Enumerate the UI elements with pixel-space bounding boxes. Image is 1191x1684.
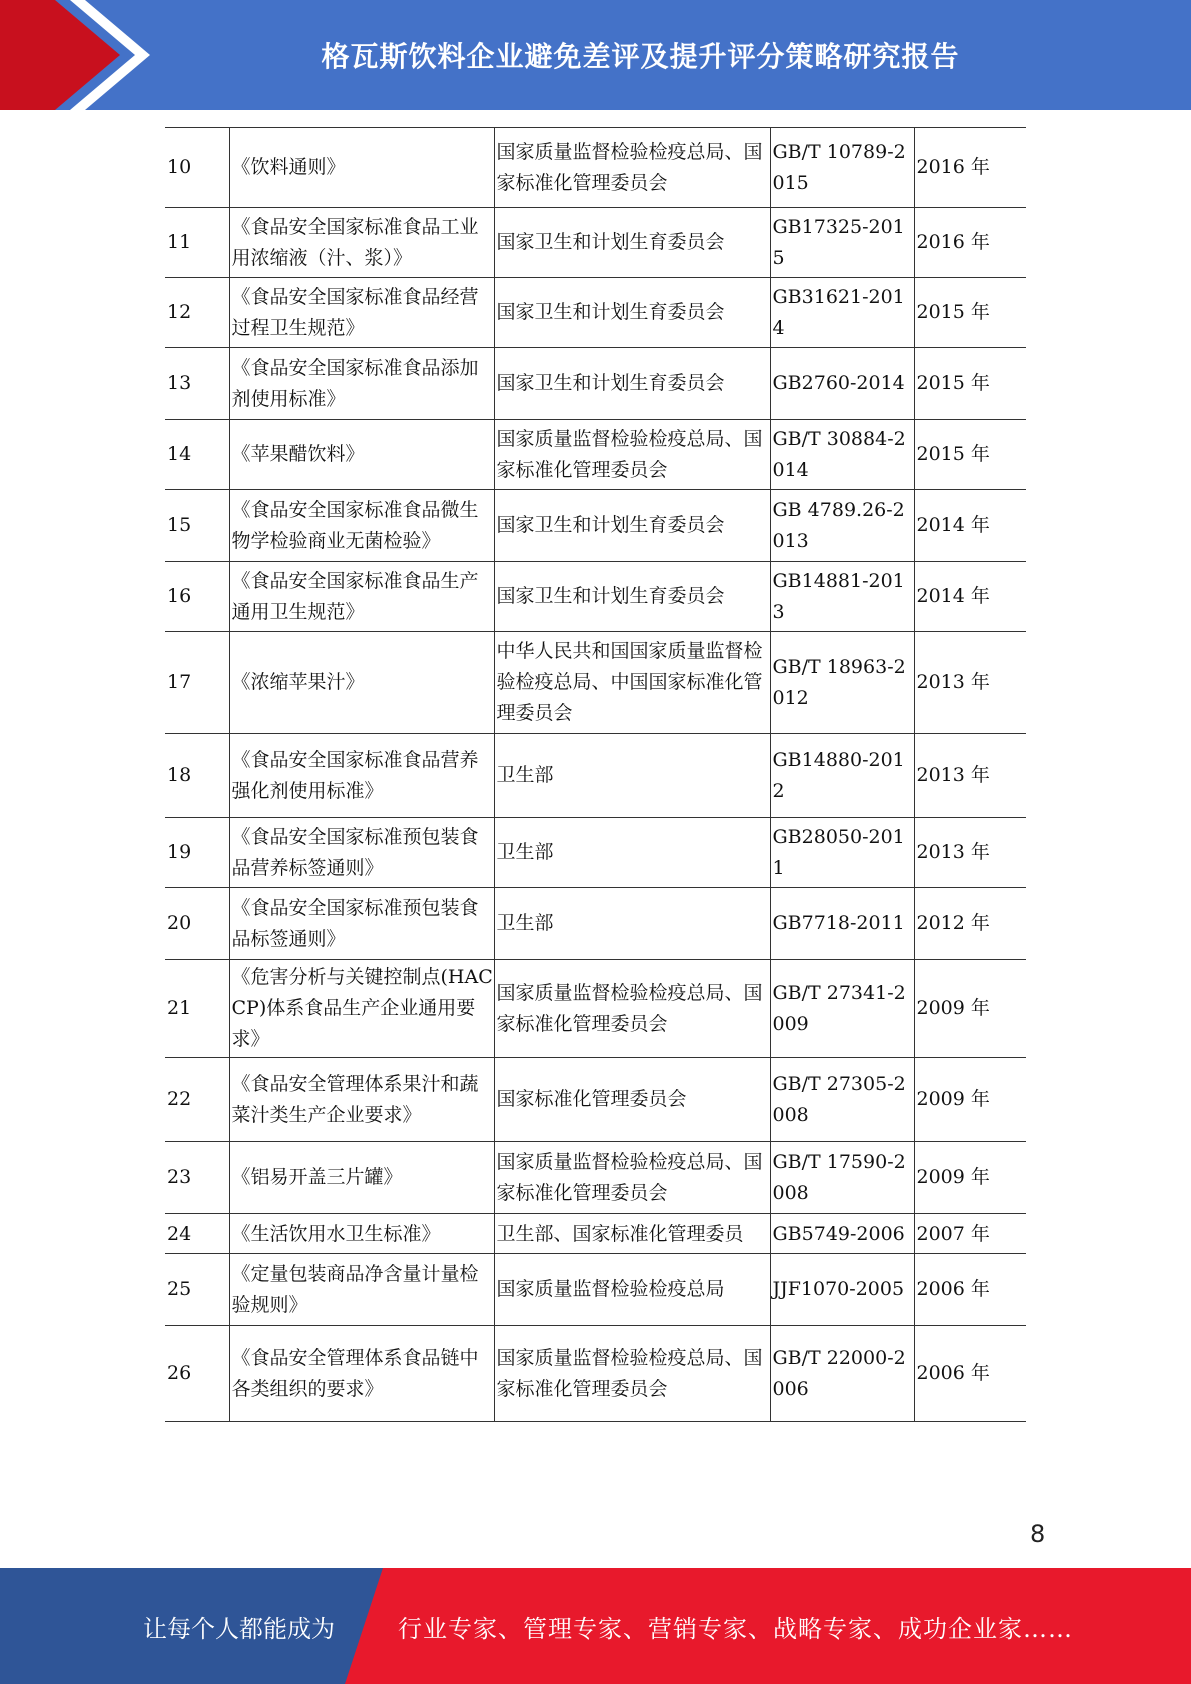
row-number: 23: [165, 1142, 229, 1214]
standard-name: 《食品安全国家标准食品营养强化剂使用标准》: [229, 734, 494, 818]
standard-code: GB/T 27341-2009: [770, 960, 914, 1058]
standard-name: 《食品安全国家标准食品添加剂使用标准》: [229, 348, 494, 420]
standard-name: 《铝易开盖三片罐》: [229, 1142, 494, 1214]
table-row: [165, 818, 1026, 888]
footer-slogan-right: 行业专家、管理专家、营销专家、战略专家、成功企业家……: [398, 1614, 1073, 1643]
standard-code: GB28050-2011: [770, 818, 914, 888]
effective-year: 2015 年: [914, 278, 1026, 348]
standard-name: 《苹果醋饮料》: [229, 420, 494, 490]
row-number: 17: [165, 632, 229, 734]
effective-year: 2007 年: [914, 1214, 1026, 1254]
effective-year: 2016 年: [914, 208, 1026, 278]
table-row: [165, 562, 1026, 632]
issuing-authority: 卫生部、国家标准化管理委员: [494, 1214, 770, 1254]
effective-year: 2015 年: [914, 420, 1026, 490]
row-number: 26: [165, 1326, 229, 1422]
standard-name: 《食品安全国家标准预包装食品营养标签通则》: [229, 818, 494, 888]
page-number: 8: [1030, 1520, 1046, 1548]
standard-name: 《生活饮用水卫生标准》: [229, 1214, 494, 1254]
issuing-authority: 国家卫生和计划生育委员会: [494, 208, 770, 278]
issuing-authority: 卫生部: [494, 734, 770, 818]
standard-name: 《食品安全国家标准食品工业用浓缩液（汁、浆）》: [229, 208, 494, 278]
effective-year: 2009 年: [914, 960, 1026, 1058]
footer-slogan-left: 让每个人都能成为: [143, 1614, 335, 1643]
table-row: [165, 888, 1026, 960]
issuing-authority: 国家卫生和计划生育委员会: [494, 278, 770, 348]
table-row: [165, 348, 1026, 420]
standard-code: GB14880-2012: [770, 734, 914, 818]
table-row: [165, 632, 1026, 734]
row-number: 24: [165, 1214, 229, 1254]
standard-code: GB/T 17590-2008: [770, 1142, 914, 1214]
standard-code: GB17325-2015: [770, 208, 914, 278]
table-row: [165, 490, 1026, 562]
standard-code: GB/T 27305-2008: [770, 1058, 914, 1142]
issuing-authority: 国家质量监督检验检疫总局、国家标准化管理委员会: [494, 420, 770, 490]
standard-name: 《食品安全管理体系果汁和蔬菜汁类生产企业要求》: [229, 1058, 494, 1142]
issuing-authority: 卫生部: [494, 888, 770, 960]
issuing-authority: 国家卫生和计划生育委员会: [494, 490, 770, 562]
page-footer: [0, 1568, 1191, 1684]
issuing-authority: 国家质量监督检验检疫总局、国家标准化管理委员会: [494, 1142, 770, 1214]
table-row: [165, 960, 1026, 1058]
table-row: [165, 1058, 1026, 1142]
row-number: 11: [165, 208, 229, 278]
table-row: [165, 208, 1026, 278]
effective-year: 2014 年: [914, 490, 1026, 562]
issuing-authority: 卫生部: [494, 818, 770, 888]
effective-year: 2015 年: [914, 348, 1026, 420]
standard-name: 《饮料通则》: [229, 128, 494, 208]
standard-code: GB5749-2006: [770, 1214, 914, 1254]
row-number: 18: [165, 734, 229, 818]
standard-name: 《食品安全管理体系食品链中各类组织的要求》: [229, 1326, 494, 1422]
standard-name: 《定量包装商品净含量计量检验规则》: [229, 1254, 494, 1326]
header-arrow-decoration: [0, 0, 150, 110]
issuing-authority: 国家质量监督检验检疫总局: [494, 1254, 770, 1326]
effective-year: 2013 年: [914, 632, 1026, 734]
table-row: [165, 278, 1026, 348]
standard-name: 《食品安全国家标准食品微生物学检验商业无菌检验》: [229, 490, 494, 562]
issuing-authority: 国家标准化管理委员会: [494, 1058, 770, 1142]
row-number: 19: [165, 818, 229, 888]
effective-year: 2009 年: [914, 1058, 1026, 1142]
effective-year: 2016 年: [914, 128, 1026, 208]
row-number: 22: [165, 1058, 229, 1142]
standard-name: 《危害分析与关键控制点(HACCP)体系食品生产企业通用要求》: [229, 960, 494, 1058]
row-number: 13: [165, 348, 229, 420]
effective-year: 2006 年: [914, 1326, 1026, 1422]
standard-code: GB/T 22000-2006: [770, 1326, 914, 1422]
standard-name: 《食品安全国家标准食品生产通用卫生规范》: [229, 562, 494, 632]
table-row: [165, 1214, 1026, 1254]
standards-table-container: [165, 127, 1026, 1422]
standard-code: GB/T 18963-2012: [770, 632, 914, 734]
effective-year: 2013 年: [914, 818, 1026, 888]
standard-code: GB2760-2014: [770, 348, 914, 420]
issuing-authority: 国家质量监督检验检疫总局、国家标准化管理委员会: [494, 1326, 770, 1422]
standard-name: 《食品安全国家标准食品经营过程卫生规范》: [229, 278, 494, 348]
issuing-authority: 中华人民共和国国家质量监督检验检疫总局、中国国家标准化管理委员会: [494, 632, 770, 734]
standard-code: GB14881-2013: [770, 562, 914, 632]
issuing-authority: 国家质量监督检验检疫总局、国家标准化管理委员会: [494, 128, 770, 208]
table-row: [165, 128, 1026, 208]
standard-code: GB/T 10789-2015: [770, 128, 914, 208]
row-number: 12: [165, 278, 229, 348]
effective-year: 2014 年: [914, 562, 1026, 632]
standard-code: GB31621-2014: [770, 278, 914, 348]
standard-code: GB 4789.26-2013: [770, 490, 914, 562]
issuing-authority: 国家卫生和计划生育委员会: [494, 348, 770, 420]
standards-table: [165, 127, 1026, 1422]
standard-code: GB/T 30884-2014: [770, 420, 914, 490]
standard-code: GB7718-2011: [770, 888, 914, 960]
effective-year: 2013 年: [914, 734, 1026, 818]
table-row: [165, 1326, 1026, 1422]
standard-name: 《食品安全国家标准预包装食品标签通则》: [229, 888, 494, 960]
standard-code: JJF1070-2005: [770, 1254, 914, 1326]
table-row: [165, 1142, 1026, 1214]
row-number: 25: [165, 1254, 229, 1326]
row-number: 10: [165, 128, 229, 208]
page-header: [0, 0, 1191, 110]
row-number: 14: [165, 420, 229, 490]
row-number: 20: [165, 888, 229, 960]
effective-year: 2012 年: [914, 888, 1026, 960]
standard-name: 《浓缩苹果汁》: [229, 632, 494, 734]
issuing-authority: 国家质量监督检验检疫总局、国家标准化管理委员会: [494, 960, 770, 1058]
row-number: 15: [165, 490, 229, 562]
table-row: [165, 1254, 1026, 1326]
row-number: 21: [165, 960, 229, 1058]
table-row: [165, 420, 1026, 490]
report-title: 格瓦斯饮料企业避免差评及提升评分策略研究报告: [321, 40, 960, 73]
effective-year: 2009 年: [914, 1142, 1026, 1214]
issuing-authority: 国家卫生和计划生育委员会: [494, 562, 770, 632]
effective-year: 2006 年: [914, 1254, 1026, 1326]
row-number: 16: [165, 562, 229, 632]
table-row: [165, 734, 1026, 818]
